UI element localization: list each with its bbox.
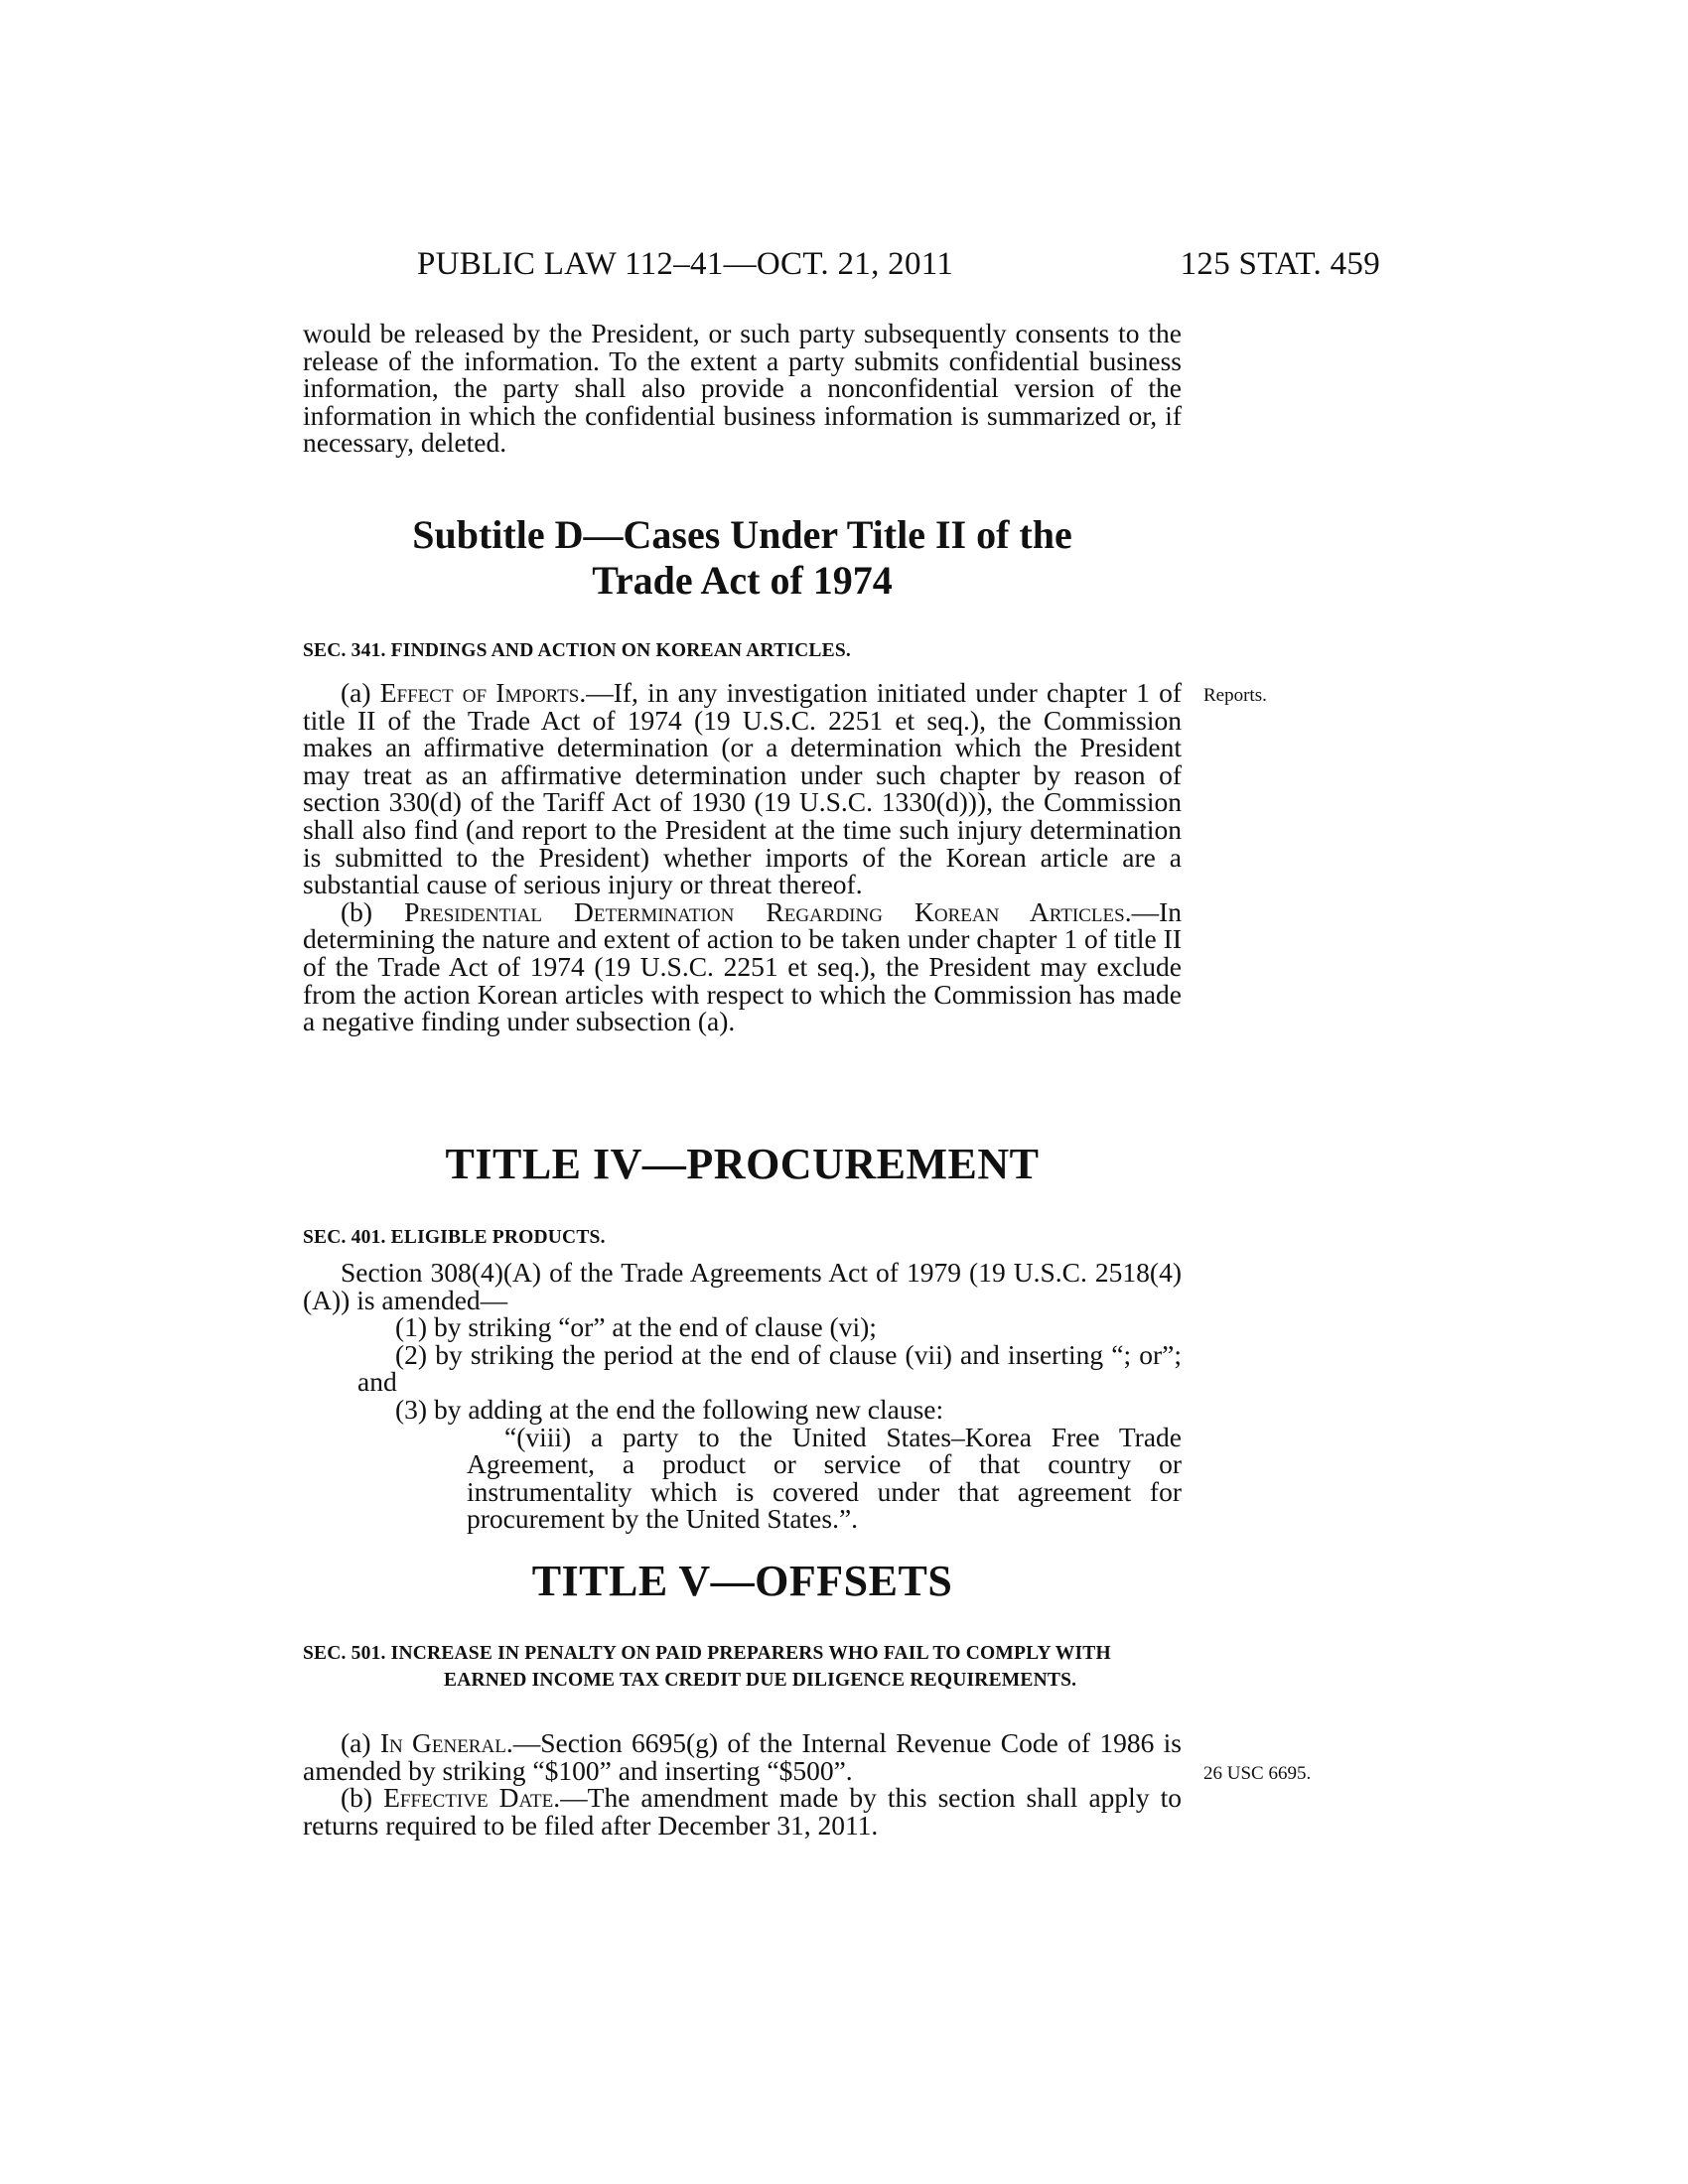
sec-501-subsection-b: (b) Effective Date.—The amendment made by this section shall apply to returns required to be filed after December 31, 2011. (303, 1782, 1182, 1841)
sec-401-lead: Section 308(4)(A) of the Trade Agreements Act of 1979 (19 U.S.C. 2518(4)(A)) is amended— (303, 1257, 1182, 1315)
title-iv-heading: TITLE IV—PROCUREMENT (445, 1140, 1040, 1188)
sec-341-body (303, 679, 1182, 1035)
sec-401-heading: SEC. 401. ELIGIBLE PRODUCTS. (303, 1227, 606, 1248)
sec-501-b-label: Effective Date (383, 1782, 554, 1814)
sec-341-subsection-b: (b) Presidential Determination Regarding Korean Articles.—In determining the nature and extent of action to be taken under chapter 1 of title II of the Trade Act of 1974 (19 U.S.C. 2251 et seq.), the President may exclude from the action Korean articles with respect to which the Commission has made a negative finding under subsection (a). (303, 895, 1182, 1037)
sec-401-new-clause-viii: “(viii) a party to the United States–Korea Free Trade Agreement, a product or service of that country or instrumentality which is covered under that agreement for procurement by the United States.”. (467, 1421, 1182, 1535)
sec-501-heading (303, 1640, 1182, 1694)
sec-401-clause-1: (1) by striking “or” at the end of clause (vi); (395, 1311, 877, 1343)
statute-page-number: 125 STAT. 459 (1180, 246, 1380, 282)
sec-341-b-text: In determining the nature and extent of action to be taken under chapter 1 of title II of the Trade Act of 1974 (19 U.S.C. 2251 et seq.), the President may exclude from the action Korean articles with respect to which the Commission has made a negative finding under subsection (a). (303, 895, 1182, 1037)
sec-341-subsection-a: (a) Effect of Imports.—If, in any investigation initiated under chapter 1 of title II of the Trade Act of 1974 (19 U.S.C. 2251 et seq.), the Commission makes an affirmative determination (or a determination which the President may treat as an affirmative determination under such chapter by reason of section 330(d) of the Tariff Act of 1930 (19 U.S.C. 1330(d))), the Commission shall also find (and report to the President at the time such injury determination is submitted to the President) whether imports of the Korean article are a substantial cause of serious injury or threat thereof. (303, 677, 1182, 900)
running-head: PUBLIC LAW 112–41—OCT. 21, 2011 (417, 246, 954, 282)
sec-501-a-text: Section 6695(g) of the Internal Revenue Code of 1986 is amended by striking “$100” and inserting “$500”. (303, 1727, 1182, 1786)
margin-note-reports: Reports. (1203, 685, 1267, 706)
sec-501-subsection-a: (a) In General.—Section 6695(g) of the Internal Revenue Code of 1986 is amended by striking “$100” and inserting “$500”. (303, 1727, 1182, 1786)
sec-341-a-label: Effect of Imports (379, 677, 580, 708)
subtitle-d-line2: Trade Act of 1974 (592, 558, 893, 603)
sec-501-heading-text: SEC. 501. INCREASE IN PENALTY ON PAID PREPARERS WHO FAIL TO COMPLY WITH EARNED INCOME TAX CREDIT DUE DILIGENCE REQUIREMENTS. (303, 1643, 1111, 1691)
sec-501-body (303, 1729, 1182, 1839)
subtitle-d-line1: Subtitle D—Cases Under Title II of the (412, 512, 1072, 557)
intro-block (303, 320, 1182, 457)
sec-401-body (303, 1259, 1182, 1533)
sec-501-a-label: In General (379, 1727, 506, 1758)
margin-note-usc-6695: 26 USC 6695. (1203, 1763, 1312, 1784)
intro-paragraph: would be released by the President, or such party subsequently consents to the release of the information. To the extent a party submits confidential business information, the party shall also provide a nonconfidential version of the information in which the confidential business information is summarized or, if necessary, deleted. (303, 318, 1182, 459)
sec-401-clause-3: (3) by adding at the end the following new clause: (395, 1393, 944, 1425)
sec-341-b-label: Presidential Determination Regarding Korean Articles (404, 895, 1125, 927)
title-v-heading: TITLE V—OFFSETS (531, 1557, 953, 1605)
sec-341-heading: SEC. 341. FINDINGS AND ACTION ON KOREAN ARTICLES. (303, 640, 851, 661)
sec-401-clause-2: (2) by striking the period at the end of clause (vii) and inserting “; or”; and (357, 1338, 1182, 1398)
sec-341-a-text: If, in any investigation initiated under chapter 1 of title II of the Trade Act of 1974 (19 U.S.C. 2251 et seq.), the Commission makes an affirmative determination (or a determination which the President may treat as an affirmative determination under such chapter by reason of section 330(d) of the Tariff Act of 1930 (19 U.S.C. 1330(d))), the Commission shall also find (and report to the President at the time such injury determination is submitted to the President) whether imports of the Korean article are a substantial cause of serious injury or threat thereof. (303, 677, 1182, 900)
subtitle-d-heading (303, 512, 1182, 604)
sec-501-b-text: The amendment made by this section shall apply to returns required to be filed after December 31, 2011. (303, 1782, 1182, 1841)
page-header (298, 246, 1380, 286)
